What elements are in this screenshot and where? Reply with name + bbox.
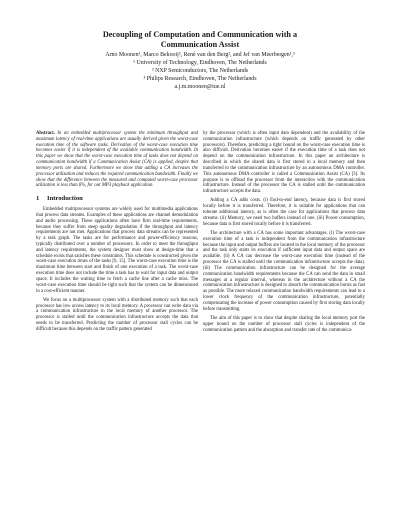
abstract-text: In an embedded multiprocessor system the minimum throughput and maximum latency of real-time applications are usually derived given the worst-case execution time of the software tasks. Derivation of the worst-case execution time becomes easier if it is independent of the available communication bandwidth. In this paper we show that the worst-case execution time of tasks does not depend on communication bandwidth if a Communication Assist (CA) is applied, despite that memory ports are shared. Furthermore we show that adding a CA increases the processor utilization and reduces the required communication bandwidth. Finally we show that the difference between the measured and computed worst-case processor utilization is less than 6%, for our MP3 playback application. xyxy=(36,131,198,189)
affiliation-2: ² NXP Semiconductors, The Netherlands xyxy=(151,67,249,74)
abstract-label: Abstract. xyxy=(36,131,55,136)
body-paragraph: We focus on a multiprocessor system with a distributed memory such that each processor has low access latency to its local memory. A processor can write data via a communication infrastructure in the local memory of another processor. The processor is stalled until the communication infrastructure accepts the data that needs to be transferred. Predicting the number of processor stall cycles can be difficult because this depends on the traffic pattern generated xyxy=(36,297,198,332)
section-heading xyxy=(36,195,198,203)
section-number: 1 xyxy=(36,195,40,203)
body-paragraph: The aim of this paper is to show that despite sharing the local memory port the upper bound on the number of processor stall cycles is independent of the communication pattern and the absorption and transfer rate of the communica- xyxy=(203,315,365,333)
abstract xyxy=(36,131,198,189)
author-block xyxy=(40,52,360,92)
left-column xyxy=(36,131,198,336)
section-title: Introduction xyxy=(47,195,83,203)
body-paragraph: Embedded multiprocessor systems are widely used for multimedia applications that process data streams. Examples of these applications are channel demodulation and audio processing. These applications often have firm real-time requirements, because they suffer from steep quality degradation if the throughput and latency requirements are not met. Applications that process data streams can be represented by a task graph. The tasks are for performance and power-efficiency reasons, typically distributed over a number of processors. In order to meet the throughput and latency requirements, the system designer must show at design-time that a schedule exists that satisfies these constraints. This schedule is constructed given the worst-case execution times of the tasks [6, 15]. The worst-case execution time is the maximum time between start and finish of one execution of a task. The worst-case execution time does not include the time a task has to wait for input data and output space. It includes the waiting time to fetch a cache line after a cache miss. The worst-case execution time should be tight such that the system can be dimensioned in a cost-efficient manner. xyxy=(36,207,198,294)
paper-title xyxy=(40,30,360,50)
author-names: Arno Moonen¹, Marco Bekooij², René van den Berg², and Jef van Meerbergen¹,³ xyxy=(105,52,295,58)
title-line: Decoupling of Computation and Communication with a xyxy=(102,30,298,39)
author-email: a.j.m.moonen@tue.nl xyxy=(174,83,226,90)
affiliation-1: ¹ University of Technology, Eindhoven, The Netherlands xyxy=(133,59,267,66)
title-line: Communication Assist xyxy=(160,40,240,49)
right-column xyxy=(203,131,365,337)
body-paragraph: Adding a CA adds costs. (i) End-to-end latency, because data is first stored locally before it is transferred. Therefore, it is suitable for applications that can tolerate additional latency, as is often the case for applications that process data streams. (ii) Memory, we need two buffers instead of one. (iii) Power consumption, because data is first stored locally before it is transferred. xyxy=(203,198,365,227)
body-paragraph: by the processor (which is often input data dependent) and the availability of the communication infrastructure (which depends on traffic generated by other processors). Therefore, predicting a tight bound on the worst-case execution time is also difficult. Derivation becomes easier if the execution time of a task does not depend on the communication infrastructure. In this paper an architecture is described in which the shared data is first stored in a local memory and then transferred to the communication infrastructure by an autonomous DMA controller. This autonomous DMA controller is called a Communication Assist (CA) [3]. Its purpose is to offload the processor from the interaction with the communication infrastructure. Instead of the processor the CA is stalled until the communication infrastructure accepts the data. xyxy=(203,131,365,195)
body-paragraph: The architecture with a CA has some important advantages. (i) The worst-case execution time of a task is independent from the communication infrastructure because the input and output buffers are located in the local memory of the processor and the task only starts its execution if sufficient input data and output space are available. (ii) A CA can decrease the worst-case execution time (instead of the processor the CA is stalled until the communication infrastructure accepts the data). (iii) The communication infrastructure can be designed for the average communication bandwidth requirements because the CA can send the data in small messages at a regular interval, whereas in the architecture without a CA the communication infrastructure is designed to absorb the communication bursts as fast as possible. The more relaxed communication bandwidth requirements can lead to a lower clock frequency of the communication infrastructure, potentially compensating the increase of power consumption caused by first storing data locally before transmitting. xyxy=(203,231,365,312)
affiliation-3: ³ Philips Research, Eindhoven, The Netherlands xyxy=(143,75,257,82)
